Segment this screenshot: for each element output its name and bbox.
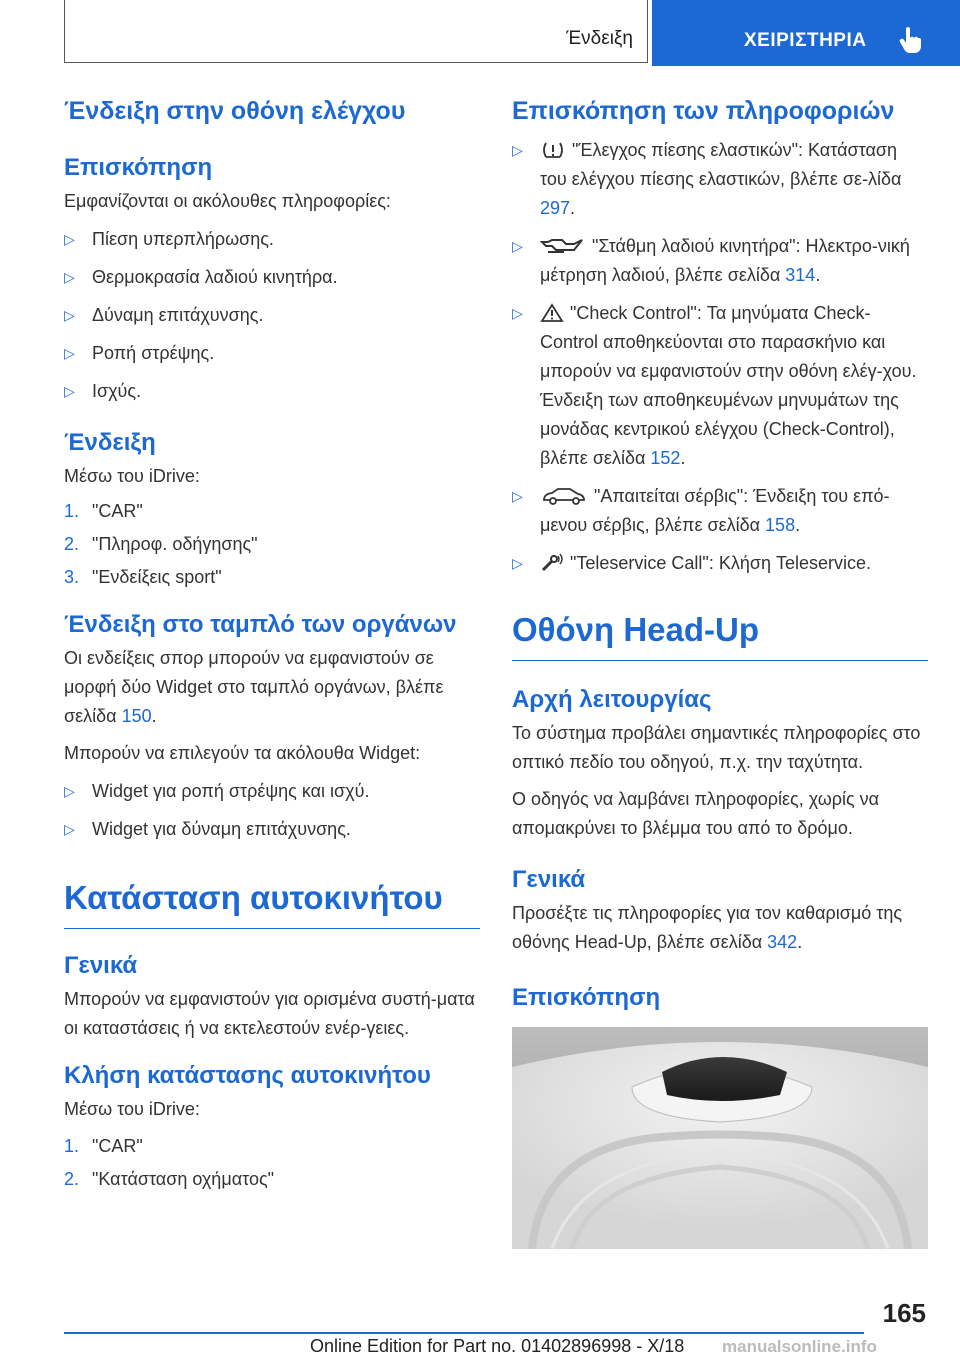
page-header xyxy=(0,0,960,66)
heading-general-hud: Γενικά xyxy=(512,865,586,893)
page-number: 165 xyxy=(882,1298,926,1328)
page-ref-link[interactable]: 342 xyxy=(767,931,798,952)
list-item: ▷ "Στάθμη λαδιού κινητήρα": Ηλεκτρο-νική μέτρηση λαδιού, βλέπε σελίδα 314. xyxy=(512,232,928,290)
teleservice-wrench-icon xyxy=(540,553,564,573)
list-item: ▷ Θερμοκρασία λαδιού κινητήρα. xyxy=(64,263,480,292)
call-intro: Μέσω του iDrive: xyxy=(64,1098,200,1119)
general-paragraph: Μπορούν να εμφανιστούν για ορισμένα συστή-ματα οι καταστάσεις ή να εκτελεστούν ενέρ-γειες. xyxy=(64,988,475,1038)
list-item: ▷ Widget για δύναμη επιτάχυνσης. xyxy=(64,815,480,844)
display-intro: Μέσω του iDrive: xyxy=(64,466,200,487)
page-ref-link[interactable]: 150 xyxy=(121,706,152,727)
heading-call-status: Κλήση κατάστασης αυτοκινήτου xyxy=(64,1061,431,1089)
list-item: ▷ Πίεση υπερπλήρωσης. xyxy=(64,225,480,254)
general-hud-paragraph: Προσέξτε τις πληροφορίες για τον καθαρισμό της οθόνης Head-Up, βλέπε σελίδα 342. xyxy=(512,902,903,952)
page-ref-link[interactable]: 297 xyxy=(540,198,571,219)
heading-general: Γενικά xyxy=(64,951,138,979)
step-item: 2. "Κατάσταση οχήματος" xyxy=(64,1168,275,1189)
list-item: ▷ Widget για ροπή στρέψης και ισχύ. xyxy=(64,777,480,806)
list-item: ▷ Ροπή στρέψης. xyxy=(64,339,480,368)
list-item: ▷ "Έλεγχος πίεσης ελαστικών": Κατάσταση του ελέγχου πίεσης ελαστικών, βλέπε σε-λίδα 297. xyxy=(512,136,928,223)
header-section-title: Ένδειξη xyxy=(566,28,633,49)
step-item: 2. "Πληροφ. οδήγησης" xyxy=(64,534,258,555)
page-ref-link[interactable]: 158 xyxy=(765,515,796,536)
header-tab-label: ΧΕΙΡΙΣΤΗΡΙΑ xyxy=(744,30,867,51)
oil-level-icon xyxy=(540,236,586,256)
principle-paragraph-2: Ο οδηγός να λαμβάνει πληροφορίες, χωρίς να απομακρύνει το βλέμμα του από το δρόμο. xyxy=(512,788,880,838)
cluster-widget-list xyxy=(64,777,480,844)
footer-edition: Online Edition for Part no. 01402896998 - X/18 xyxy=(310,1336,685,1356)
display-steps xyxy=(64,497,480,592)
tire-pressure-icon xyxy=(540,140,566,160)
list-item: ▷ "Check Control": Τα μηνύματα Check-Control αποθηκεύονται στο παρασκήνιο και μπορούν να εμφανιστούν στην οθόνη ελέγ-χου. Ένδειξη των αποθηκευμένων μηνυμάτων της μονάδας κεντρικού ελέγχου (Check-Control), βλέπε σελίδα 152. xyxy=(512,299,928,473)
list-item: ▷ Δύναμη επιτάχυνσης. xyxy=(64,301,480,330)
page-ref-link[interactable]: 152 xyxy=(650,448,681,469)
list-item: ▷ Ισχύς. xyxy=(64,377,480,406)
cluster-paragraph: Οι ενδείξεις σπορ μπορούν να εμφανιστούν σε μορφή δύο Widget στο ταμπλό οργάνων, βλέπε σελίδα 150. xyxy=(64,648,444,727)
header-tab-controls[interactable] xyxy=(652,0,960,66)
page-ref-link[interactable]: 314 xyxy=(785,265,816,286)
step-item: 1. "CAR" xyxy=(64,501,143,522)
call-steps xyxy=(64,1132,480,1194)
heading-display: Ένδειξη xyxy=(64,429,156,457)
list-item: ▷ "Teleservice Call": Κλήση Teleservice. xyxy=(512,549,928,578)
cluster-widgets-intro: Μπορούν να επιλεγούν τα ακόλουθα Widget: xyxy=(64,743,421,764)
hand-pointer-icon xyxy=(896,24,926,54)
heading-vehicle-status: Κατάσταση αυτοκινήτου xyxy=(64,878,480,929)
heading-instrument-cluster: Ένδειξη στο ταμπλό των οργάνων xyxy=(64,611,457,639)
principle-paragraph-1: Το σύστημα προβάλει σημαντικές πληροφορίες στο οπτικό πεδίο του οδηγού, π.χ. την ταχύτητα. xyxy=(512,722,921,772)
step-item: 1. "CAR" xyxy=(64,1135,143,1156)
info-list xyxy=(512,136,928,578)
header-section-box xyxy=(64,0,648,63)
heading-overview-hud: Επισκόπηση xyxy=(512,983,661,1011)
right-column xyxy=(512,96,928,1249)
heading-overview: Επισκόπηση xyxy=(64,154,213,182)
heading-head-up-display: Οθόνη Head-Up xyxy=(512,610,928,661)
heading-principle: Αρχή λειτουργίας xyxy=(512,685,712,713)
footer-divider xyxy=(64,1332,864,1334)
warning-triangle-icon xyxy=(540,303,564,323)
step-item: 3. "Ενδείξεις sport" xyxy=(64,567,222,588)
list-item: ▷ "Απαιτείται σέρβις": Ένδειξη του επό-μενου σέρβις, βλέπε σελίδα 158. xyxy=(512,482,928,540)
head-up-display-photo xyxy=(512,1027,928,1249)
heading-info-overview: Επισκόπηση των πληροφοριών xyxy=(512,97,895,125)
left-column xyxy=(64,96,480,1194)
watermark-logo: manualsonline.info xyxy=(722,1337,877,1356)
overview-intro: Εμφανίζονται οι ακόλουθες πληροφορίες: xyxy=(64,191,391,212)
overview-list xyxy=(64,225,480,406)
heading-display-control: Ένδειξη στην οθόνη ελέγχου xyxy=(64,97,406,125)
service-car-icon xyxy=(540,486,588,506)
